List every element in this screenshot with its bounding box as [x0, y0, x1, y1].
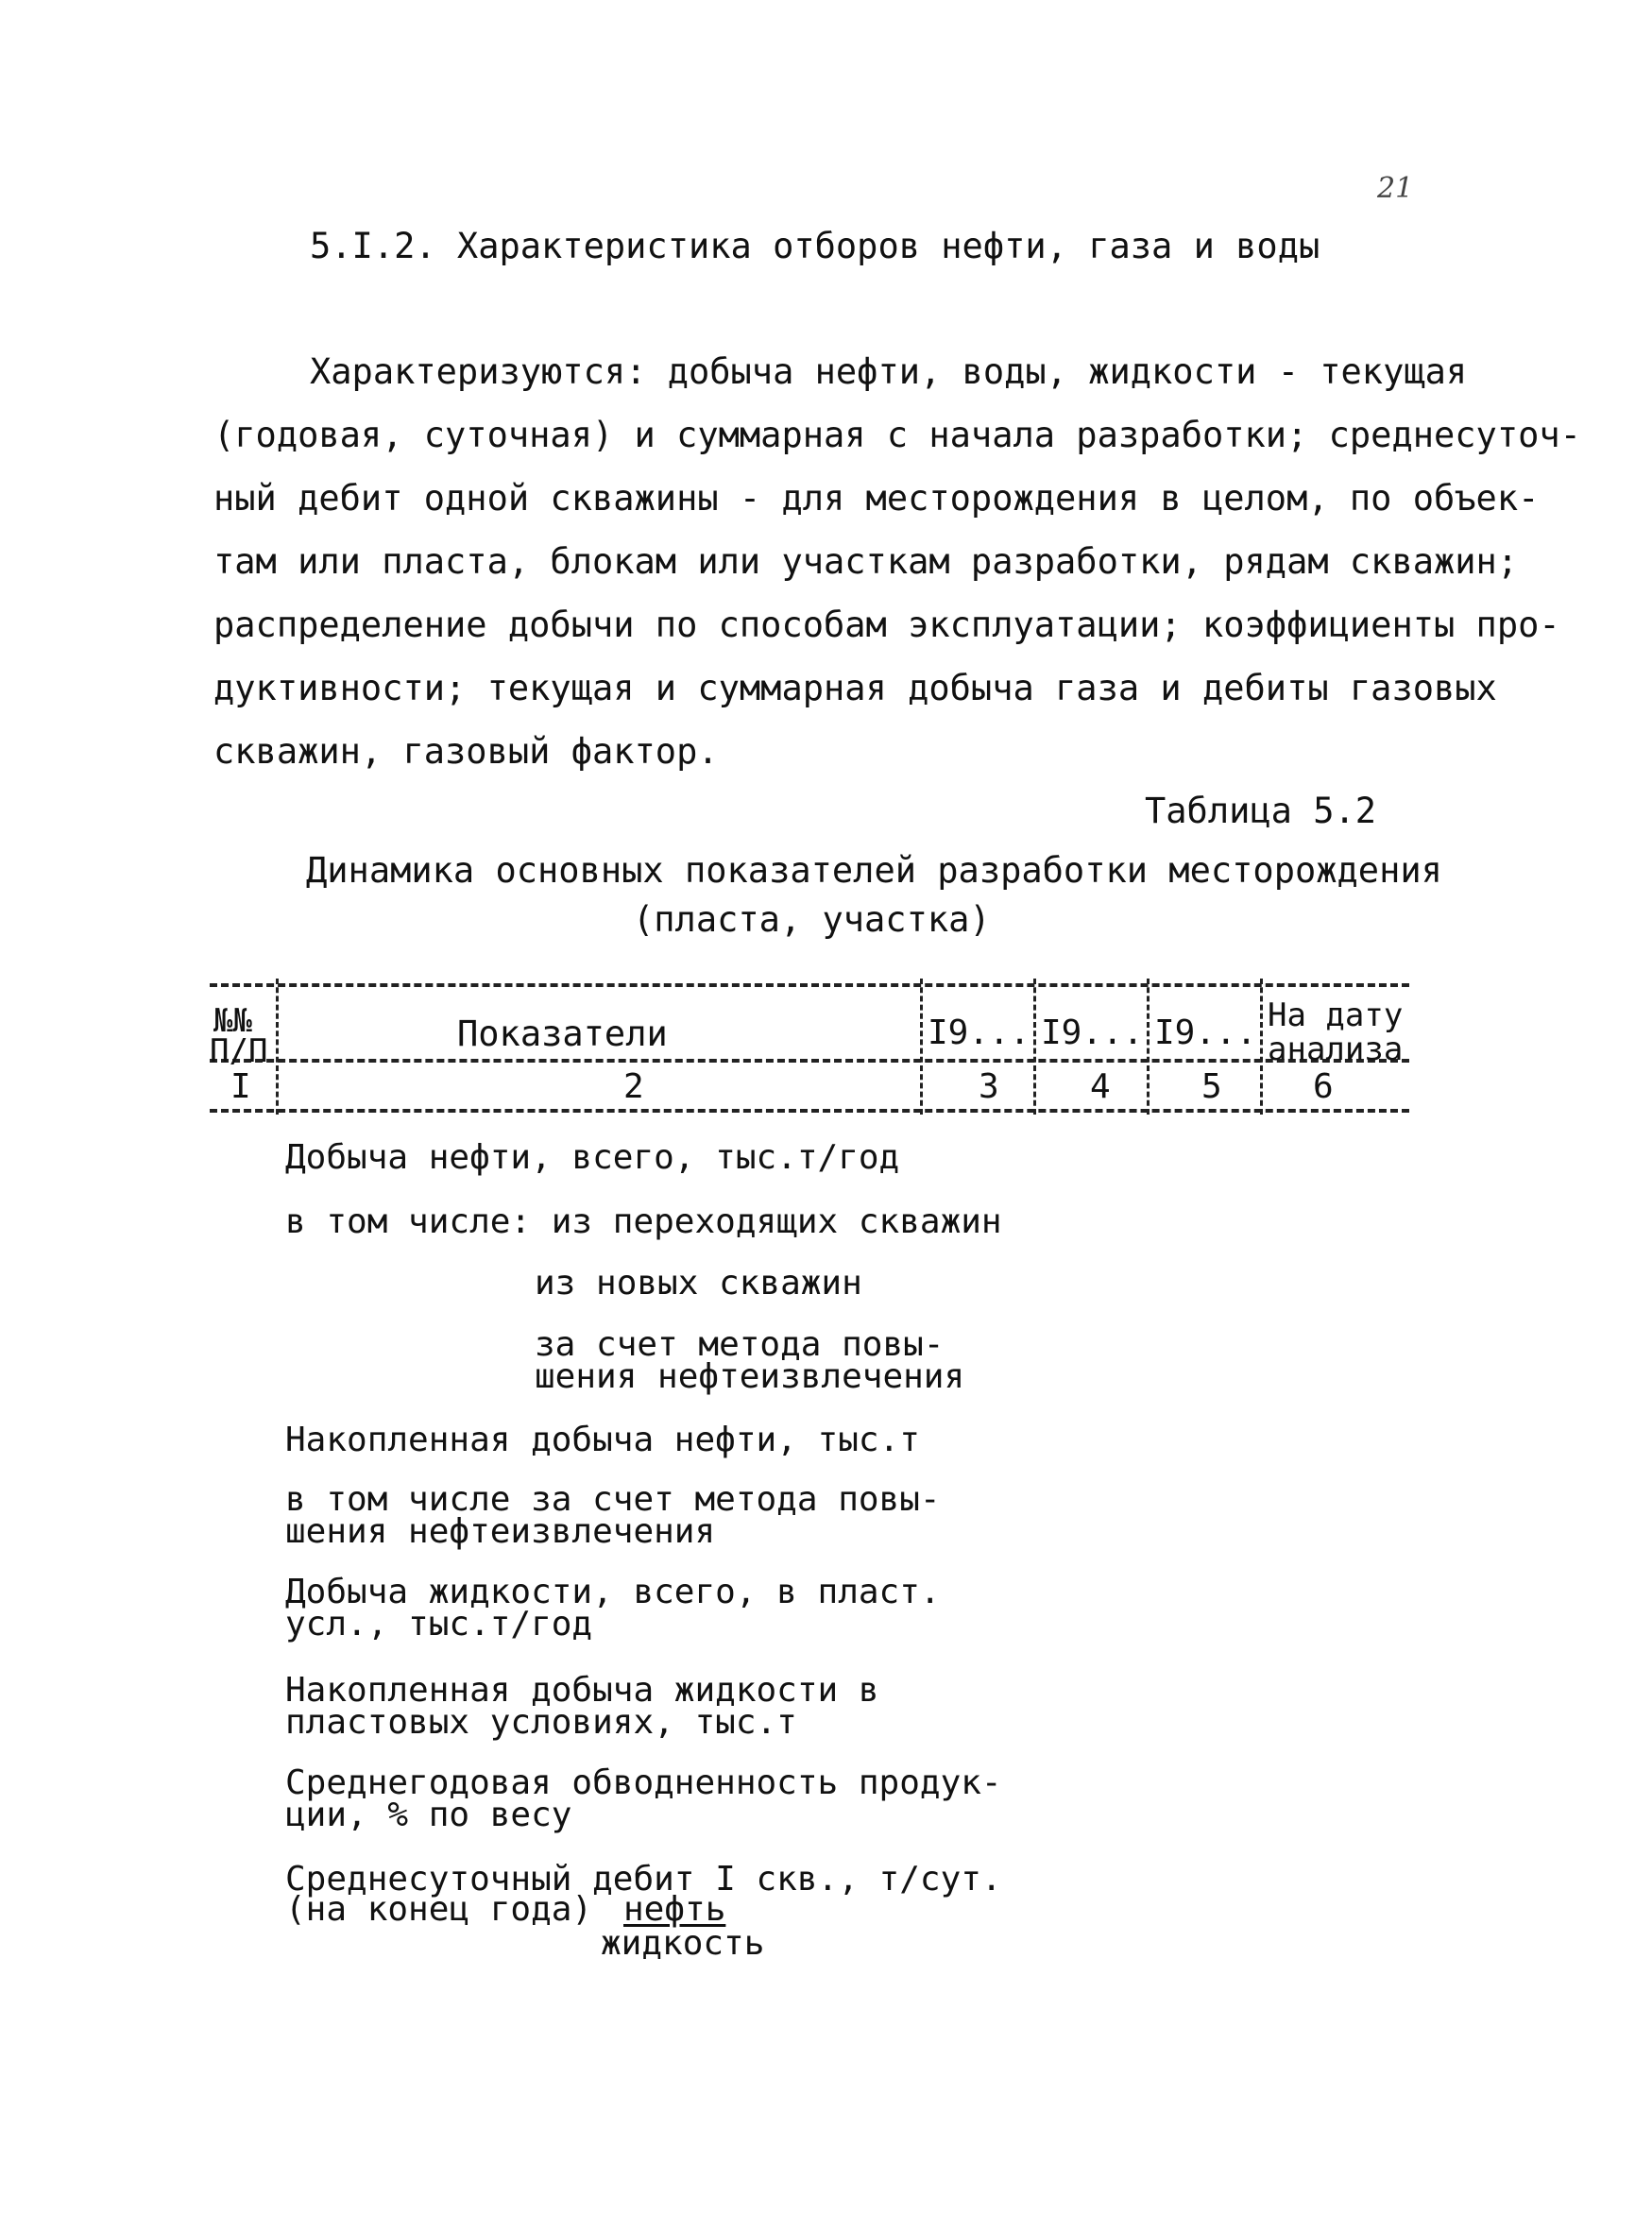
header-indicators: Показатели [457, 1013, 668, 1054]
table-row: усл., тыс.т/год [285, 1605, 593, 1643]
fraction-denominator: жидкость [601, 1924, 765, 1963]
table-row: (на конец года) [285, 1890, 593, 1929]
paragraph-line: там или пласта, блокам или участкам разработки, рядам скважин; [213, 541, 1519, 582]
column-divider [276, 979, 279, 1115]
page-number: 21 [1377, 172, 1414, 205]
header-year: I9... [1041, 1013, 1144, 1052]
column-number: 3 [979, 1067, 999, 1106]
column-number: 5 [1201, 1067, 1222, 1106]
table-row: Среднегодовая обводненность продук- [285, 1763, 1002, 1802]
paragraph-line: Характеризуются: добыча нефти, воды, жидкости - текущая [310, 351, 1468, 392]
table-row: за счет метода повы- [535, 1325, 945, 1364]
header-bottom-rule [210, 1109, 1409, 1113]
table-row: Накопленная добыча жидкости в [285, 1671, 879, 1710]
table-row: ции, % по весу [285, 1796, 572, 1834]
column-divider [1147, 979, 1150, 1115]
table-row: в том числе за счет метода повы- [285, 1480, 941, 1519]
header-year: I9... [1154, 1013, 1257, 1052]
table-row: шения нефтеизвлечения [285, 1512, 716, 1551]
header-number-label: П/П [210, 1032, 268, 1070]
table-row: шения нефтеизвлечения [535, 1357, 965, 1396]
header-analysis-date: анализа [1268, 1030, 1404, 1068]
table-row: из новых скважин [535, 1264, 862, 1303]
column-number: 2 [623, 1067, 644, 1106]
table-row: Накопленная добыча нефти, тыс.т [285, 1421, 920, 1459]
column-number: I [230, 1067, 251, 1106]
table-subtitle: (пласта, участка) [633, 899, 991, 940]
section-heading: 5.I.2. Характеристика отборов нефти, газа и воды [310, 226, 1320, 266]
fraction-numerator: нефть [623, 1890, 726, 1929]
column-divider [920, 979, 923, 1115]
header-top-rule [210, 983, 1409, 987]
header-year: I9... [928, 1013, 1030, 1052]
column-number: 6 [1313, 1067, 1334, 1106]
column-divider [1033, 979, 1036, 1115]
table-label: Таблица 5.2 [1145, 791, 1377, 831]
header-number-label: №№ [213, 1002, 252, 1040]
header-analysis-date: На дату [1268, 996, 1404, 1034]
table-title: Динамика основных показателей разработки месторождения [306, 850, 1442, 891]
paragraph-line: распределение добычи по способам эксплуатации; коэффициенты про- [213, 605, 1560, 645]
table-row: Добыча нефти, всего, тыс.т/год [285, 1138, 900, 1177]
header-middle-rule [210, 1059, 1409, 1063]
table-row: в том числе: из переходящих скважин [285, 1202, 1002, 1241]
table-row: Среднесуточный дебит I скв., т/сут. [285, 1860, 1002, 1899]
table-row: Добыча жидкости, всего, в пласт. [285, 1573, 941, 1611]
table-row: пластовых условиях, тыс.т [285, 1703, 797, 1742]
paragraph-line: дуктивности; текущая и суммарная добыча газа и дебиты газовых [213, 668, 1497, 708]
column-number: 4 [1090, 1067, 1111, 1106]
column-divider [1260, 979, 1263, 1115]
paragraph-line: ный дебит одной скважины - для месторождения в целом, по объек- [213, 478, 1540, 519]
paragraph-line: скважин, газовый фактор. [213, 731, 719, 772]
paragraph-line: (годовая, суточная) и суммарная с начала разработки; среднесуточ- [213, 415, 1581, 455]
